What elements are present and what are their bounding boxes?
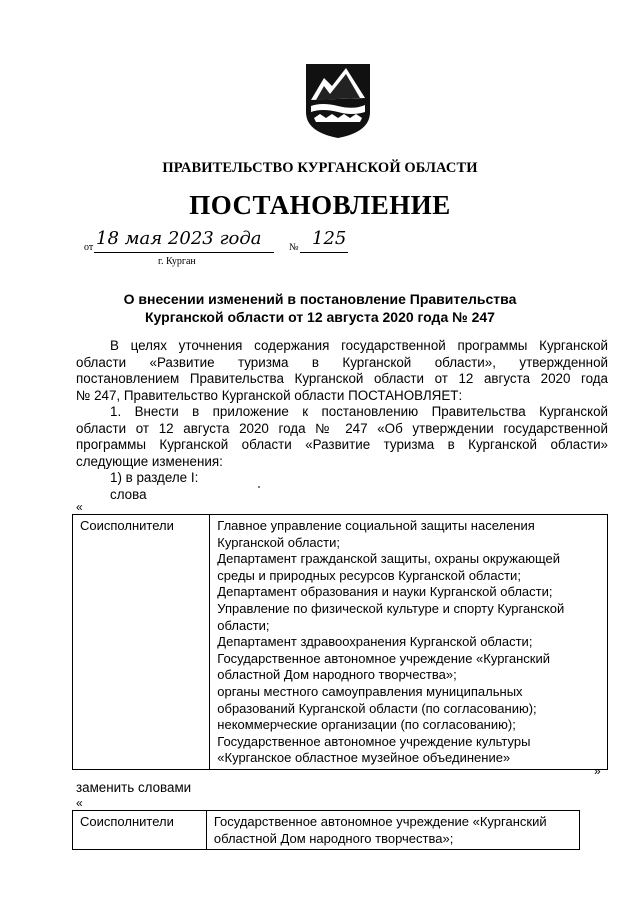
handwritten-number: 125: [312, 228, 347, 249]
cell-line: образований Курганской области (по согласованию);: [217, 700, 537, 716]
item-1-paragraph: [76, 404, 608, 503]
preamble-paragraph: [76, 338, 608, 404]
scan-speck: [258, 486, 260, 488]
cell-line: Департамент гражданской защиты, охраны окружающей: [217, 551, 561, 567]
text-line: 1. Внести в приложение к постановлению Правительства Курганской: [110, 404, 608, 419]
government-name: ПРАВИТЕЛЬСТВО КУРГАНСКОЙ ОБЛАСТИ: [162, 160, 478, 176]
open-quote: «: [76, 500, 83, 514]
text-line: следующие изменения:: [76, 453, 223, 469]
table-value-cell: [210, 515, 608, 770]
city-label: г. Курган: [158, 256, 196, 267]
date-prefix: от: [84, 242, 94, 253]
date-underline: [94, 252, 274, 253]
title-line: О внесении изменений в постановление Правительства: [123, 291, 517, 307]
cell-line: Государственное автономное учреждение «Курганский: [213, 814, 547, 829]
title-line: Курганской области от 12 августа 2020 года № 247: [145, 309, 495, 325]
cell-line: Государственное автономное учреждение «Курганский: [217, 650, 550, 666]
words-label: слова: [110, 486, 147, 502]
number-prefix: №: [289, 242, 299, 253]
cell-line: некоммерческие организации (по согласованию);: [217, 717, 516, 733]
cell-line: областной Дом народного творчества»;: [217, 667, 457, 683]
text-line: области от 12 августа 2020 года № 247 «Об утверждении государственной: [76, 420, 608, 436]
close-quote: »: [594, 764, 601, 778]
document-title: [70, 290, 570, 326]
cell-line: органы местного самоуправления муниципальных: [217, 683, 523, 699]
date-number-row: [84, 230, 384, 260]
new-coexecutors-table: [72, 810, 580, 850]
open-quote: «: [76, 796, 83, 810]
table-value-cell: [206, 811, 579, 850]
table-row: [73, 811, 580, 850]
text-line: области «Развитие туризма в Курганской области», утвержденной: [76, 354, 608, 370]
cell-line: Управление по физической культуре и спорту Курганской: [217, 600, 565, 616]
text-line: постановлением Правительства Курганской области от 12 августа 2020 года: [76, 371, 608, 386]
old-coexecutors-table: [72, 514, 608, 770]
text-line: программы Курганской области «Развитие туризма в Курганской области»: [76, 437, 608, 452]
cell-line: Государственное автономное учреждение культуры: [217, 733, 531, 749]
cell-line: Департамент здравоохранения Курганской области;: [217, 634, 533, 650]
table-label-cell: Соисполнители: [73, 515, 210, 770]
cell-line: областной Дом народного творчества»;: [213, 830, 454, 846]
cell-line: Курганской области;: [217, 534, 340, 550]
text-line: В целях уточнения содержания государственной программы Курганской: [110, 338, 608, 353]
document-type-heading: ПОСТАНОВЛЕНИЕ: [189, 190, 451, 220]
table-row: [73, 515, 608, 770]
handwritten-date: 18 мая 2023 года: [96, 228, 262, 249]
cell-line: области;: [217, 617, 270, 633]
number-underline: [300, 252, 348, 253]
cell-line: Департамент образования и науки Курганской области;: [217, 584, 553, 600]
replace-with-label: заменить словами: [76, 780, 192, 795]
cell-line: Главное управление социальной защиты населения: [217, 518, 535, 533]
cell-line: «Курганское областное музейное объединение»: [217, 750, 511, 766]
kurgan-coat-of-arms-emblem: [302, 60, 374, 140]
table-label-cell: Соисполнители: [73, 811, 207, 850]
cell-line: среды и природных ресурсов Курганской области;: [217, 567, 521, 583]
subitem-1: 1) в разделе I:: [110, 470, 199, 485]
text-line: № 247, Правительство Курганской области ПОСТАНОВЛЯЕТ:: [76, 387, 463, 403]
